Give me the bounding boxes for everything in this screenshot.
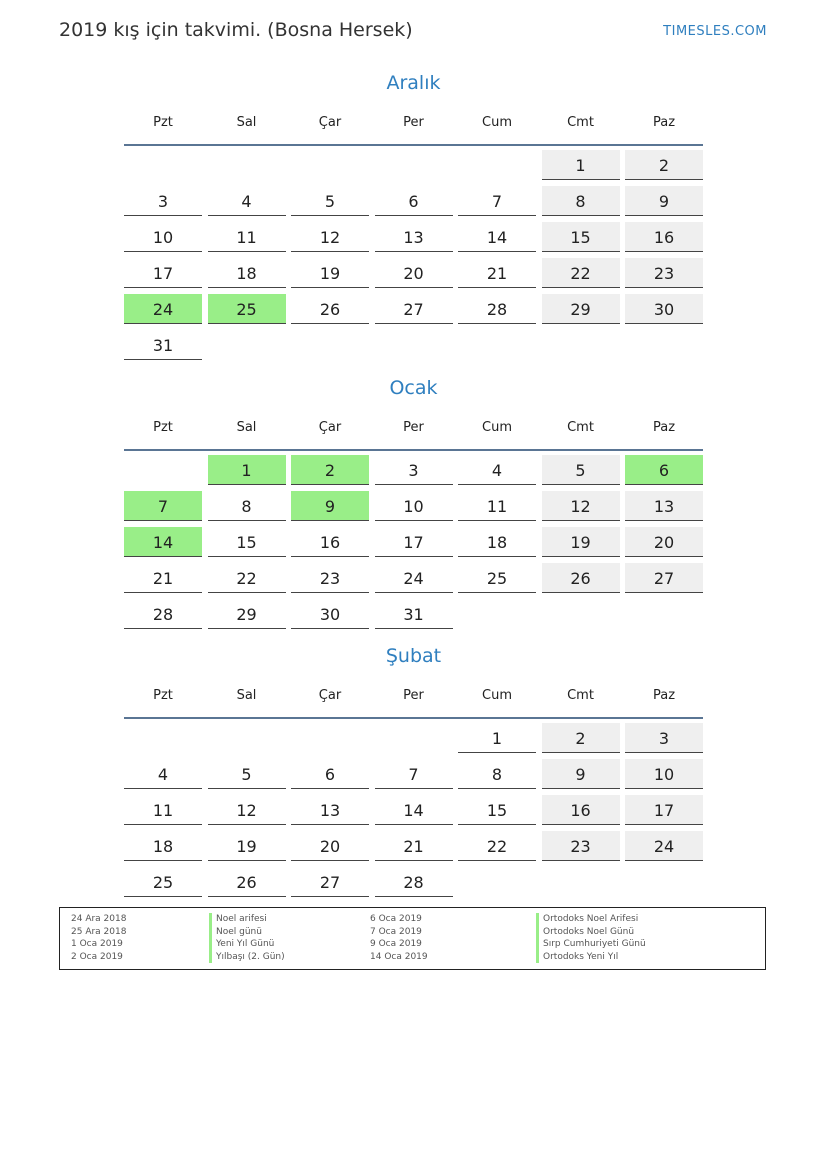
empty-cell [375,330,453,360]
weekday-label: Çar [318,419,342,435]
holiday-day-cell[interactable]: 24 [124,294,202,324]
weekend-day-cell[interactable]: 23 [625,258,703,288]
day-cell[interactable]: 4 [124,759,202,789]
weekend-day-cell[interactable]: 2 [625,150,703,180]
day-cell[interactable]: 24 [375,563,453,593]
legend-right-dates [370,913,428,963]
day-cell[interactable]: 13 [291,795,369,825]
day-cell[interactable]: 7 [458,186,536,216]
holiday-day-cell[interactable]: 14 [124,527,202,557]
week-row [124,723,703,754]
weekend-day-cell[interactable]: 13 [625,491,703,521]
day-cell[interactable]: 10 [375,491,453,521]
day-cell[interactable]: 28 [458,294,536,324]
day-cell[interactable]: 19 [291,258,369,288]
legend-date: 2 Oca 2019 [71,951,123,962]
weekday-label: Cum [482,114,512,130]
weekend-day-cell[interactable]: 24 [625,831,703,861]
day-cell[interactable]: 25 [458,563,536,593]
weekday-header-row [124,106,703,138]
weekend-day-cell[interactable]: 5 [542,455,620,485]
weekday-label: Pzt [153,114,173,130]
day-cell[interactable]: 28 [375,867,453,897]
empty-cell [625,330,703,360]
weekday-header-row [124,679,703,711]
weekday-label: Çar [318,687,342,703]
legend-date: 25 Ara 2018 [71,926,127,937]
weekend-day-cell[interactable]: 16 [625,222,703,252]
week-row [124,222,703,253]
week-row [124,831,703,862]
day-cell[interactable]: 12 [291,222,369,252]
week-row [124,795,703,826]
empty-cell [542,599,620,629]
day-cell[interactable]: 21 [124,563,202,593]
legend-date: 14 Oca 2019 [370,951,428,962]
day-cell[interactable]: 18 [208,258,286,288]
weekday-label: Per [403,687,424,703]
week-row [124,759,703,790]
day-cell[interactable]: 18 [124,831,202,861]
legend-holiday-name: Sırp Cumhuriyeti Günü [536,938,646,951]
day-cell[interactable]: 5 [291,186,369,216]
legend-date: 9 Oca 2019 [370,939,422,950]
page-title: 2019 kış için takvimi. (Bosna Hersek) [59,19,413,41]
weekend-day-cell[interactable]: 27 [625,563,703,593]
weekday-label: Paz [652,687,676,703]
legend-holiday-name: Yeni Yıl Günü [209,938,285,951]
empty-cell [375,723,453,753]
day-cell[interactable]: 14 [458,222,536,252]
weekday-header-row [124,411,703,443]
holiday-day-cell[interactable]: 6 [625,455,703,485]
weekday-label: Paz [652,419,676,435]
weekday-label: Cum [482,687,512,703]
empty-cell [542,330,620,360]
day-cell[interactable]: 8 [458,759,536,789]
month-name: Şubat [385,645,442,667]
weekday-label: Paz [652,114,676,130]
weeks-grid [124,455,703,630]
day-cell[interactable]: 6 [375,186,453,216]
weekend-day-cell[interactable]: 2 [542,723,620,753]
day-cell[interactable]: 20 [375,258,453,288]
legend-left-names [209,913,285,963]
day-cell[interactable]: 4 [458,455,536,485]
day-cell[interactable]: 10 [124,222,202,252]
legend-holiday-name: Yılbaşı (2. Gün) [209,951,285,964]
day-cell[interactable]: 18 [458,527,536,557]
legend-date: 6 Oca 2019 [370,914,422,924]
weekend-day-cell[interactable]: 22 [542,258,620,288]
week-row [124,455,703,486]
legend-holiday-name: Noel günü [209,926,285,939]
empty-cell [291,150,369,180]
empty-cell [625,599,703,629]
weekday-label: Sal [236,419,257,435]
empty-cell [124,455,202,485]
week-row [124,150,703,181]
day-cell[interactable]: 26 [208,867,286,897]
week-row [124,491,703,522]
day-cell[interactable]: 17 [124,258,202,288]
day-cell[interactable]: 26 [291,294,369,324]
empty-cell [291,723,369,753]
month-january [124,373,703,635]
weekday-label: Pzt [153,419,173,435]
weekend-day-cell[interactable]: 3 [625,723,703,753]
day-cell[interactable]: 7 [375,759,453,789]
day-cell[interactable]: 31 [124,330,202,360]
week-row [124,867,703,898]
legend-holiday-name: Ortodoks Noel Arifesi [536,913,646,926]
week-row [124,294,703,325]
weekend-day-cell[interactable]: 9 [542,759,620,789]
weekday-label: Pzt [153,687,173,703]
day-cell[interactable]: 12 [208,795,286,825]
day-cell[interactable]: 17 [375,527,453,557]
day-cell[interactable]: 11 [458,491,536,521]
legend-date: 24 Ara 2018 [71,914,127,924]
empty-cell [458,599,536,629]
empty-cell [458,867,536,897]
weekend-day-cell[interactable]: 17 [625,795,703,825]
week-row [124,599,703,630]
weekday-label: Cmt [567,114,594,130]
day-cell[interactable]: 15 [208,527,286,557]
weekend-day-cell[interactable]: 1 [542,150,620,180]
empty-cell [124,723,202,753]
day-cell[interactable]: 5 [208,759,286,789]
empty-cell [124,150,202,180]
legend-right-names [536,913,646,963]
week-row [124,563,703,594]
day-cell[interactable]: 1 [458,723,536,753]
header-divider [124,144,703,146]
month-december [124,68,703,366]
empty-cell [208,150,286,180]
empty-cell [458,330,536,360]
header-divider [124,717,703,719]
weekday-label: Çar [318,114,342,130]
day-cell[interactable]: 27 [291,867,369,897]
day-cell[interactable]: 8 [208,491,286,521]
weekend-day-cell[interactable]: 15 [542,222,620,252]
empty-cell [542,867,620,897]
holiday-day-cell[interactable]: 1 [208,455,286,485]
day-cell[interactable]: 22 [208,563,286,593]
legend-date: 7 Oca 2019 [370,926,422,937]
day-cell[interactable]: 25 [124,867,202,897]
empty-cell [458,150,536,180]
weekend-day-cell[interactable]: 8 [542,186,620,216]
weekday-label: Cmt [567,419,594,435]
header-divider [124,449,703,451]
weekend-day-cell[interactable]: 29 [542,294,620,324]
weeks-grid [124,150,703,361]
weekday-label: Sal [236,114,257,130]
empty-cell [291,330,369,360]
day-cell[interactable]: 15 [458,795,536,825]
week-row [124,258,703,289]
weekend-day-cell[interactable]: 26 [542,563,620,593]
holiday-day-cell[interactable]: 2 [291,455,369,485]
empty-cell [208,330,286,360]
legend-holiday-name: Noel arifesi [209,913,285,926]
weekend-day-cell[interactable]: 23 [542,831,620,861]
weekend-day-cell[interactable]: 30 [625,294,703,324]
legend-holiday-name: Ortodoks Yeni Yıl [536,951,646,964]
weekend-day-cell[interactable]: 12 [542,491,620,521]
weekday-label: Per [403,419,424,435]
weekday-label: Sal [236,687,257,703]
month-name: Aralık [386,72,441,94]
week-row [124,186,703,217]
weekend-day-cell[interactable]: 9 [625,186,703,216]
week-row [124,330,703,361]
weekend-day-cell[interactable]: 19 [542,527,620,557]
day-cell[interactable]: 4 [208,186,286,216]
day-cell[interactable]: 29 [208,599,286,629]
legend-date: 1 Oca 2019 [71,939,123,950]
day-cell[interactable]: 22 [458,831,536,861]
day-cell[interactable]: 19 [208,831,286,861]
day-cell[interactable]: 21 [458,258,536,288]
day-cell[interactable]: 11 [208,222,286,252]
month-february [124,641,703,903]
weeks-grid [124,723,703,898]
day-cell[interactable]: 30 [291,599,369,629]
weekend-day-cell[interactable]: 10 [625,759,703,789]
legend-holiday-name: Ortodoks Noel Günü [536,926,646,939]
day-cell[interactable]: 16 [291,527,369,557]
day-cell[interactable]: 20 [291,831,369,861]
day-cell[interactable]: 27 [375,294,453,324]
legend-left-dates [71,913,126,963]
weekday-label: Per [403,114,424,130]
empty-cell [208,723,286,753]
day-cell[interactable]: 3 [124,186,202,216]
holiday-day-cell[interactable]: 25 [208,294,286,324]
empty-cell [375,150,453,180]
day-cell[interactable]: 14 [375,795,453,825]
day-cell[interactable]: 13 [375,222,453,252]
day-cell[interactable]: 6 [291,759,369,789]
day-cell[interactable]: 11 [124,795,202,825]
weekday-label: Cmt [567,687,594,703]
weekend-day-cell[interactable]: 16 [542,795,620,825]
empty-cell [625,867,703,897]
day-cell[interactable]: 31 [375,599,453,629]
brand-logo-text[interactable]: TIMESLES.COM [663,24,767,39]
holiday-day-cell[interactable]: 7 [124,491,202,521]
day-cell[interactable]: 28 [124,599,202,629]
day-cell[interactable]: 23 [291,563,369,593]
day-cell[interactable]: 3 [375,455,453,485]
week-row [124,527,703,558]
weekend-day-cell[interactable]: 20 [625,527,703,557]
holiday-legend [59,907,766,970]
weekday-label: Cum [482,419,512,435]
day-cell[interactable]: 21 [375,831,453,861]
holiday-day-cell[interactable]: 9 [291,491,369,521]
month-name: Ocak [389,377,438,399]
